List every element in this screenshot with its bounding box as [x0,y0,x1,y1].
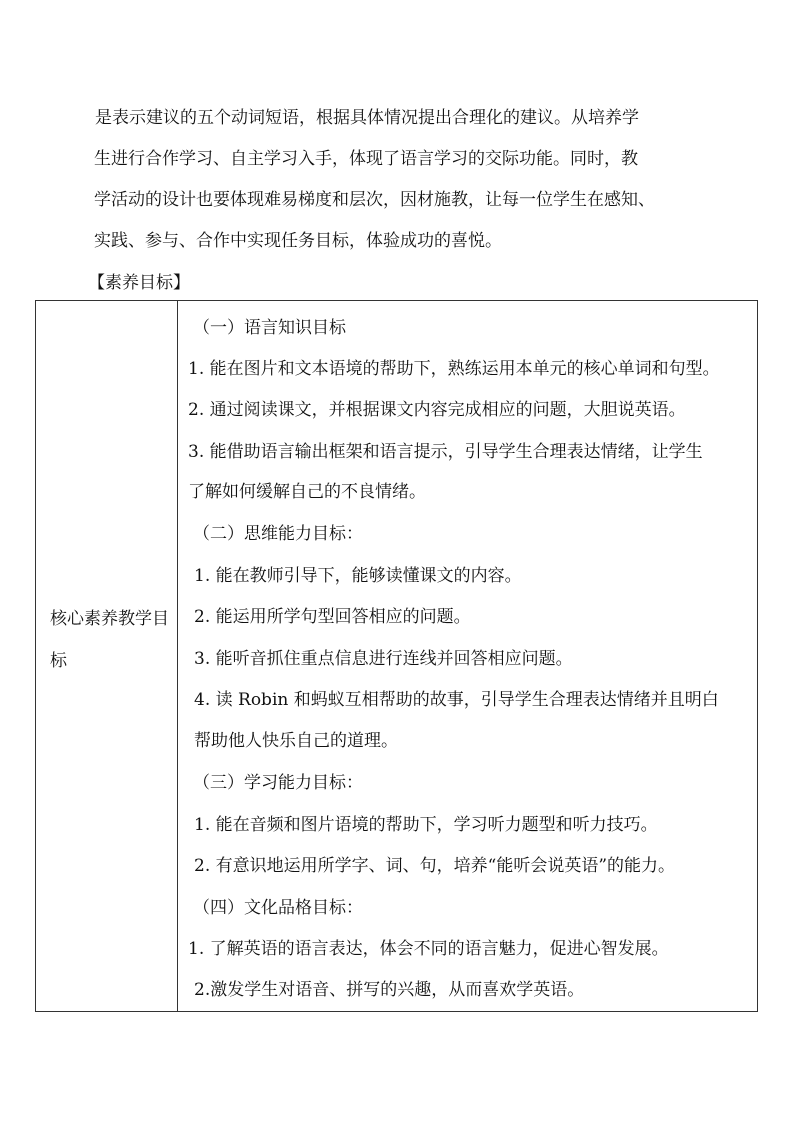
thinking-goal-4-continued: 帮助他人快乐自己的道理。 [194,731,398,751]
language-goal-2: 2. 通过阅读课文，并根据课文内容完成相应的问题，大胆说英语。 [188,400,686,420]
language-goal-3: 3. 能借助语言输出框架和语言提示，引导学生合理表达情绪，让学生 [188,442,703,462]
intro-line-1: 是表示建议的五个动词短语，根据具体情况提出合理化的建议。从培养学 [95,108,639,128]
goals-label-cell [36,301,178,1012]
language-goal-1: 1. 能在图片和文本语境的帮助下，熟练运用本单元的核心单词和句型。 [188,359,720,379]
goals-content-cell [178,301,758,1012]
intro-paragraph [95,101,735,265]
intro-line-2: 生进行合作学习、自主学习入手，体现了语言学习的交际功能。同时，教 [94,149,638,169]
culture-goal-1: 1. 了解英语的语言表达，体会不同的语言魅力，促进心智发展。 [188,939,669,959]
section-heading-culture: （四）文化品格目标： [193,898,363,918]
language-goal-3-continued: 了解如何缓解自己的不良情绪。 [188,482,426,502]
learning-goal-1: 1. 能在音频和图片语境的帮助下，学习听力题型和听力技巧。 [194,815,658,835]
goals-table [35,300,758,1012]
section-heading-thinking: （二）思维能力目标： [193,524,363,544]
thinking-goal-3: 3. 能听音抓住重点信息进行连线并回答相应问题。 [194,649,573,669]
intro-line-3: 学活动的设计也要体现难易梯度和层次，因材施教，让每一位学生在感知、 [94,190,655,210]
section-heading-learning: （三）学习能力目标： [193,773,363,793]
learning-goal-2: 2. 有意识地运用所学字、词、句，培养“能听会说英语”的能力。 [194,856,676,876]
section-heading-language: （一）语言知识目标 [193,318,346,338]
goals-table-row [36,301,758,1012]
thinking-goal-4: 4. 读 Robin 和蚂蚁互相帮助的故事，引导学生合理表达情绪并且明白 [194,690,719,710]
culture-goal-2: 2.激发学生对语音、拼写的兴趣，从而喜欢学英语。 [194,980,585,1000]
thinking-goal-1: 1. 能在教师引导下，能够读懂课文的内容。 [194,566,522,586]
intro-line-4: 实践、参与、合作中实现任务目标，体验成功的喜悦。 [94,231,502,251]
section-title: 【素养目标】 [88,273,190,293]
thinking-goal-2: 2. 能运用所学句型回答相应的问题。 [194,607,471,627]
goals-label: 核心素养教学目标 [50,609,169,671]
